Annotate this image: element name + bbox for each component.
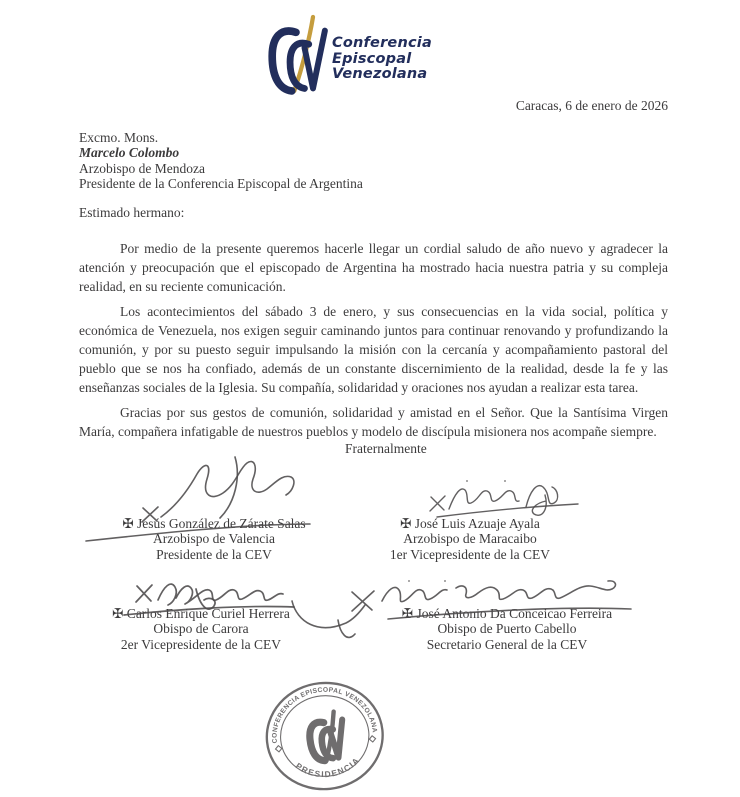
signatory-role: 2er Vicepresidente de la CEV [120,636,282,652]
cev-monogram-icon [262,12,330,96]
seal-diamond-right [369,735,376,742]
signatory-title: Obispo de Carora [153,621,249,637]
signatory-name: ✠ Carlos Enrique Curiel Herrera [112,606,290,621]
dateline: Caracas, 6 de enero de 2026 [515,98,668,113]
seal-monogram-icon [307,711,346,762]
signatory-title: Obispo de Puerto Cabello [437,621,577,637]
recipient-block [79,130,363,192]
letter-body [79,239,668,446]
recipient-name: Marcelo Colombo [79,145,180,161]
signatory-name: ✠ José Antonio Da Conceicao Ferreira [401,606,613,621]
logo-wordmark-line: Venezolana [332,66,428,82]
signatory-block [76,606,326,652]
signatory-role: Secretario General de la CEV [426,636,588,652]
signatory-title: Arzobispo de Valencia [153,531,275,547]
signatory-block [345,516,595,562]
signatory-name: ✠ José Luis Azuaje Ayala [400,516,540,531]
signatory-role: Presidente de la CEV [156,546,272,562]
recipient-title: Arzobispo de Mendoza [79,160,205,176]
seal-diamond-left [275,745,282,752]
signatory-role: 1er Vicepresidente de la CEV [389,546,551,562]
signatory-block [382,606,632,652]
presidencia-seal [258,674,392,797]
letterhead [262,12,432,96]
signatory-name: ✠ Jesús González de Zárate Salas [122,516,306,531]
signatory-block [89,516,339,562]
greeting: Estimado hermano: [79,205,185,220]
logo-wordmark [332,36,432,83]
paragraph: Gracias por sus gestos de comunión, solidaridad y amistad en el Señor. Que la Santísima Virgen María, compañera infatigable de nuestros pueblos y modelo de discípula misionera nos acompañe siempre. [79,404,668,439]
logo-wordmark-line: Conferencia [332,35,432,51]
paragraph: Por medio de la presente queremos hacerle llegar un cordial saludo de año nuevo y agradecer la atención y preocupación que el episcopado de Argentina ha mostrado hacia nuestra patria y su compleja realidad, en su reciente comunicación. [79,241,668,295]
signature-scribble-2 [430,480,578,517]
seal-bottom-text: PRESIDENCIA [293,754,362,780]
signatory-title: Arzobispo de Maracaibo [403,531,537,547]
recipient-title: Presidente de la Conferencia Episcopal de Argentina [79,176,363,192]
recipient-salutation: Excmo. Mons. [79,130,159,145]
presidencia-seal-icon [258,674,391,797]
closing: Fraternalmente [345,441,427,456]
paragraph: Los acontecimientos del sábado 3 de enero, y sus consecuencias en la vida social, política y económica de Venezuela, nos exigen seguir caminando juntos para continuar renovando y profundizando la comunión, y por su puesto seguir impulsando la misión con la cercanía y acompañamiento pastoral del pueblo que se nos ha confiado, además de un constante discernimiento de la realidad, desde la fe y las enseñanzas sociales de la Iglesia. Su compañía, solidaridad y oraciones nos ayudan a realizar esta tarea. [79,303,668,396]
logo-wordmark-line: Episcopal [332,50,412,67]
seal-top-text: CONFERENCIA EPISCOPAL VENEZOLANA [271,686,378,744]
